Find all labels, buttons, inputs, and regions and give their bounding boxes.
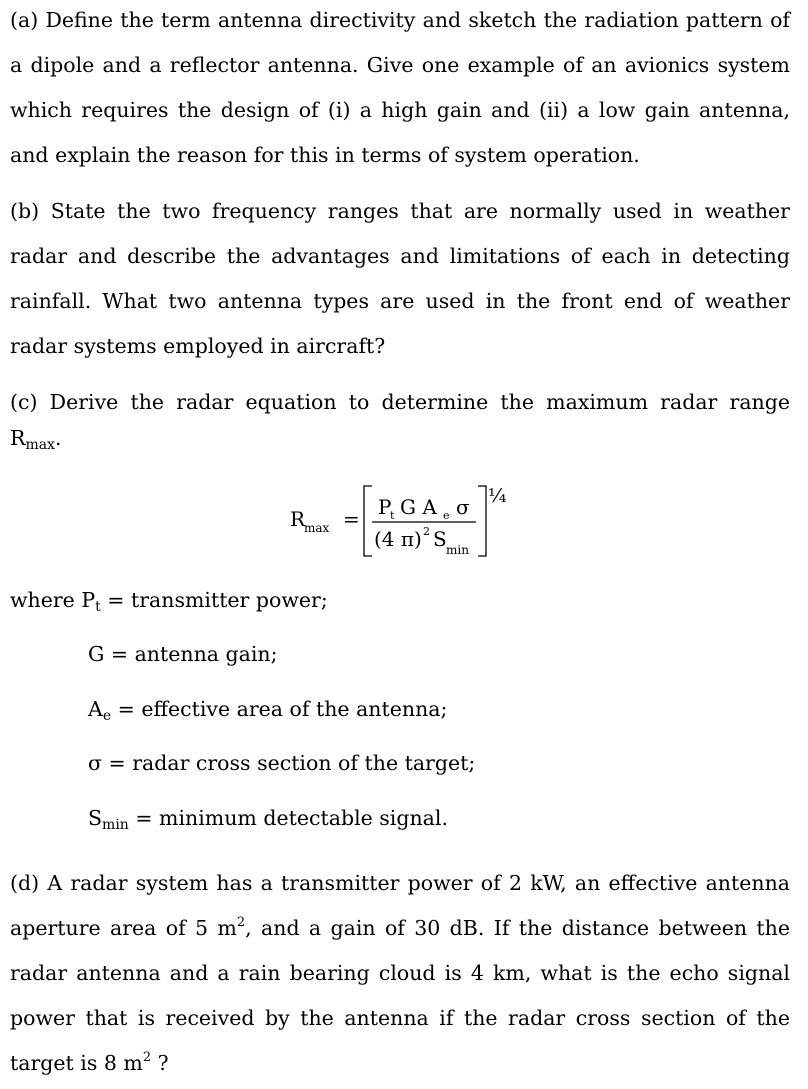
part-b-line-1: (b) State the two frequency ranges that are normally used in weather (10, 199, 790, 223)
eq-num-a-sub: e (443, 509, 450, 522)
where-smin-line (88, 806, 788, 833)
eq-den-s: S (433, 527, 447, 551)
pt-subscript: t (95, 599, 101, 615)
where-pt-line (10, 588, 790, 615)
eq-lhs: R (290, 507, 306, 531)
where-g-line: G = antenna gain; (88, 642, 278, 666)
part-d-question-mark: ? (151, 1051, 169, 1075)
part-a-line-2: a dipole and a reflector antenna. Give one example of an avionics system (10, 53, 790, 77)
rmax-subscript: max (25, 437, 55, 453)
m2-superscript-2: 2 (142, 1050, 152, 1065)
part-d-line-3: radar antenna and a rain bearing cloud is 4 km, what is the echo signal (10, 961, 790, 985)
part-d-target-text: target is 8 m (10, 1051, 143, 1075)
eq-num-ga: G A (400, 495, 437, 519)
part-d-area-text: aperture area of 5 m (10, 916, 237, 940)
eq-den-s-sub: min (446, 543, 469, 557)
eq-den-4pi: (4 π) (374, 527, 422, 551)
eq-right-bracket (478, 486, 486, 556)
part-c-rmax-line (10, 426, 790, 453)
part-d-line-5 (10, 1051, 790, 1075)
rmax-period: . (54, 426, 62, 450)
radar-equation (280, 474, 540, 564)
smin-definition: = minimum detectable signal. (128, 806, 448, 830)
eq-power: ¼ (488, 485, 507, 507)
part-b-line-3: rainfall. What two antenna types are used in the front end of weather (10, 289, 790, 313)
eq-left-bracket (364, 486, 372, 556)
smin-subscript: min (102, 817, 129, 833)
part-b-line-2: radar and describe the advantages and limitations of each in detecting (10, 244, 790, 268)
eq-lhs-sub: max (304, 521, 330, 535)
eq-num-sigma: σ (456, 495, 470, 519)
ae-subscript: e (102, 708, 112, 724)
part-a-line-3: which requires the design of (i) a high gain and (ii) a low gain antenna, (10, 98, 790, 122)
rmax-symbol: R (10, 426, 26, 450)
part-a-line-4: and explain the reason for this in terms of system operation. (10, 143, 640, 167)
where-pt-definition: = transmitter power; (100, 588, 328, 612)
part-d-gain-text: , and a gain of 30 dB. If the distance between the (245, 916, 790, 940)
m2-superscript: 2 (236, 915, 246, 930)
where-ae-line (88, 697, 788, 724)
part-a-line-1: (a) Define the term antenna directivity and sketch the radiation pattern of (10, 8, 790, 32)
part-b-line-4: radar systems employed in aircraft? (10, 334, 386, 358)
eq-den-exp: 2 (423, 525, 430, 538)
eq-num-p: P (378, 495, 392, 519)
ae-definition: = effective area of the antenna; (111, 697, 448, 721)
eq-equals: = (343, 507, 360, 531)
smin-symbol: S (88, 806, 103, 830)
where-intro: where P (10, 588, 96, 612)
part-d-line-1: (d) A radar system has a transmitter power of 2 kW, an effective antenna (10, 871, 790, 895)
eq-num-p-sub: t (390, 509, 395, 522)
where-sigma-line: σ = radar cross section of the target; (88, 751, 476, 775)
part-d-line-2 (10, 916, 790, 940)
part-d-line-4: power that is received by the antenna if the radar cross section of the (10, 1006, 790, 1030)
ae-symbol: A (88, 697, 103, 721)
part-c-line-1: (c) Derive the radar equation to determine the maximum radar range (10, 390, 790, 414)
